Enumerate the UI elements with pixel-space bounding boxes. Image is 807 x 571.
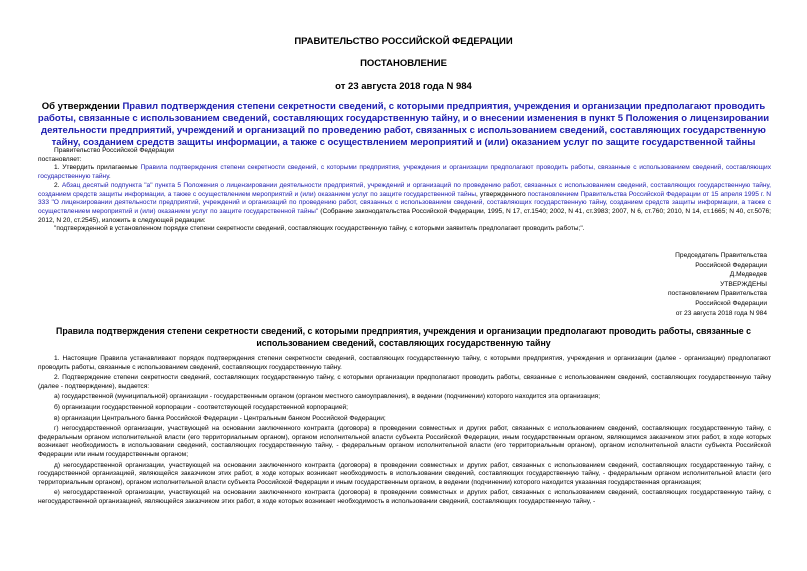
date-number-heading: от 23 августа 2018 года N 984 [335,81,472,92]
rule-2: 2. Подтверждение степени секретности сведений, составляющих государственную тайну, с которыми организации предполагают проводить работы, связанные с использованием сведений, составляющих государственную тайну (далее - подтверждение), выдается: [38,374,771,390]
government-heading: ПРАВИТЕЛЬСТВО РОССИЙСКОЙ ФЕДЕРАЦИИ [294,36,513,47]
item-2-num: 2. [54,181,62,189]
title-prefix: Об утверждении [41,101,120,112]
approved-by-decree: постановлением Правительства [667,290,767,298]
rule-2v: в) организации Центрального банка Российской Федерации - Центральным банком Российской Федерации; [54,414,386,422]
rule-2g: г) негосударственной организации, участвующей на основании заключенного контракта (договора) в проведении совместных и других работ, связанных с использованием сведений, составляющих государственную тайну, с федеральным органом исполнительной власти (его территориальным органом), органом исполнительной власти субъекта Российской Федерации, иным государственным органом, являющимся заказчиком этих работ, в ходе которых возникает необходимость в использовании сведений, составляющих государственную тайну, - федеральным органом исполнительной власти (его территориальным органом), органом исполнительной власти субъекта Российской Федерации или иным государственным органом; [38,425,771,458]
rule-2a: а) государственной (муниципальной) организации - государственным органом (органом местного самоуправления), в ведении (подчинении) которого находится эта организация; [54,393,601,401]
item-2-link-2[interactable]: постановлением Правительства Российской Федерации от 15 апреля 1995 г. N 333 "О лицензировании деятельности предприятий, учреждений и организаций по проведению работ, связанных с использованием сведений, составляющих государственную тайну, созданием средств защиты информации, а также с осуществлением мероприятий и (или) оказанием услуг по защите государственной тайны" [38,190,771,215]
item-1 [38,164,771,181]
item-2-source: (Собрание законодательства Российской Федерации, 1995, N 17, ст.1540; 2002, N 41, ст.3983; 2007, N 6, ст.760; 2010, N 14, ст.1665; N 40, ст.5076; 2012, N 20, ст.2545), изложить в следующей редакции: [38,207,771,224]
item-1-link[interactable]: Правила подтверждения степени секретности сведений, с которыми предприятия, учреждения и организации предполагают проводить работы, связанные с использованием сведений, составляющих государственную тайну [38,164,771,181]
rule-2b: б) организации государственной корпорации - соответствующей государственной корпорацией; [54,403,349,411]
preamble-line1: Правительство Российской Федерации [54,147,174,154]
rule-2e: е) негосударственной организации, участвующей на основании заключенного контракта (договора) в проведении совместных и других работ, связанных с использованием сведений, составляющих государственную тайну, с негосударственной организацией, являющейся заказчиком этих работ, в ходе которых возникает необходимость в использовании сведений, составляющих государственную тайну, - [38,489,771,505]
signature-name: Д.Медведев [729,271,767,279]
item-1-end: . [108,173,111,181]
rule-1: 1. Настоящие Правила устанавливают порядок подтверждения степени секретности сведений, составляющих государственную тайну, с которыми предприятия, учреждения и организации (далее - организации) предполагают проводить работы, связанные с использованием сведений, составляющих государственную тайну. [38,355,771,371]
signature-role-1: Председатель Правительства [675,252,767,259]
title-link[interactable]: Правил подтверждения степени секретности сведений, с которыми предприятия, учреждения и организации предполагают проводить работы, связанные с использованием сведений, составляющих государственную тайну, и о внесении изменения в пункт 5 Положения о лицензировании деятельности предприятий, учреждений и организаций по проведению работ, связанных с использованием сведений, составляющих государственную тайну, созданием средств защиты информации, а также с осуществлением мероприятий и (или) оказанием услуг по защите государственной тайны [37,101,770,148]
item-2-text: , утвержденного [476,190,528,198]
item-2-quote: "подтвержденной в установленном порядке степени секретности сведений, составляющих государственную тайну, с которыми заявитель предполагает проводить работы;". [54,225,585,233]
item-2 [38,182,771,226]
item-2-link-1[interactable]: Абзац десятый подпункта "а" пункта 5 Положения о лицензировании деятельности предприятий, учреждений и организаций по проведению работ, связанных с использованием сведений, составляющих государственную тайну, созданием средств защиты информации, а также с осуществлением мероприятий и (или) оказанием услуг по защите государственной тайны [38,181,771,198]
rules-body [38,355,771,507]
item-1-text: 1. Утвердить прилагаемые [54,164,141,172]
approved-rf: Российской Федерации [695,299,767,307]
doc-type-heading: ПОСТАНОВЛЕНИЕ [360,58,447,69]
approved-date: от 23 августа 2018 года N 984 [675,309,767,317]
signature-block [467,251,767,318]
preamble-line2: постановляет: [38,155,82,163]
rules-title: Правила подтверждения степени секретности сведений, с которыми предприятия, учреждения и организации предполагают проводить работы, связанные с использованием сведений, составляющих государственную тайну [56,326,751,348]
rule-2d: д) негосударственной организации, участвующей на основании заключенного контракта (договора) в проведении совместных и других работ, связанных с использованием сведений, составляющих государственную тайну, с государственной организацией, являющейся заказчиком этих работ, в ходе которых возникает необходимость в использовании сведений, составляющих государственную тайну, - федеральным органом исполнительной власти (его территориальным органом), органом исполнительной власти субъекта Российской Федерации и иным государственным органом, в ведении (подчинении) которого находится указанная государственная организация; [38,461,771,486]
document-title [30,101,777,149]
decree-body [38,147,771,234]
approved-label: УТВЕРЖДЕНЫ [720,280,767,288]
signature-role-2: Российской Федерации [695,261,767,269]
